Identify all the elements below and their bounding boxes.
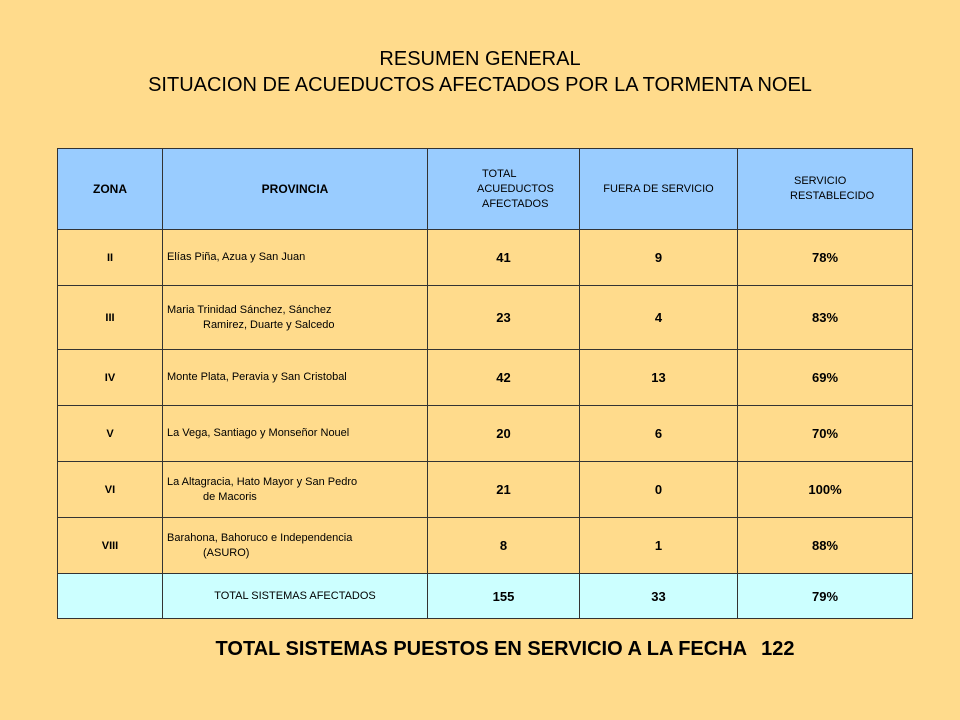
provincia-cell xyxy=(163,230,428,286)
fuera-cell: 4 xyxy=(580,286,738,350)
total-cell: 20 xyxy=(428,406,580,462)
servicio-cell: 88% xyxy=(738,518,913,574)
zona-cell: VI xyxy=(58,462,163,518)
provincia-line1: Elías Piña, Azua y San Juan xyxy=(167,251,306,263)
footer-summary xyxy=(0,638,960,661)
total-row-label: TOTAL SISTEMAS AFECTADOS xyxy=(163,574,428,619)
provincia-cell xyxy=(163,406,428,462)
title-line-1: RESUMEN GENERAL xyxy=(379,48,581,70)
header-servicio-line1: SERVICIO xyxy=(794,175,847,187)
provincia-cell xyxy=(163,518,428,574)
table-row xyxy=(58,230,913,286)
zona-cell: V xyxy=(58,406,163,462)
total-row xyxy=(58,574,913,619)
servicio-cell: 78% xyxy=(738,230,913,286)
zona-cell: IV xyxy=(58,350,163,406)
fuera-cell: 6 xyxy=(580,406,738,462)
header-zona: ZONA xyxy=(58,149,163,230)
header-servicio xyxy=(738,149,913,230)
footer-value: 122 xyxy=(761,638,795,660)
table-row xyxy=(58,350,913,406)
zona-cell: II xyxy=(58,230,163,286)
fuera-cell: 13 xyxy=(580,350,738,406)
header-row xyxy=(58,149,913,230)
provincia-line1: Barahona, Bahoruco e Independencia xyxy=(167,531,353,544)
total-cell: 42 xyxy=(428,350,580,406)
servicio-cell: 70% xyxy=(738,406,913,462)
header-servicio-line2: RESTABLECIDO xyxy=(790,190,875,202)
servicio-cell: 83% xyxy=(738,286,913,350)
total-cell: 8 xyxy=(428,518,580,574)
total-row-total: 155 xyxy=(428,574,580,619)
total-cell: 23 xyxy=(428,286,580,350)
table-row xyxy=(58,286,913,350)
provincia-line1: La Altagracia, Hato Mayor y San Pedro xyxy=(167,475,358,488)
total-row-empty-cell xyxy=(58,574,163,619)
acueductos-table xyxy=(57,148,913,619)
provincia-cell xyxy=(163,350,428,406)
title-line-2: SITUACION DE ACUEDUCTOS AFECTADOS POR LA TORMENTA NOEL xyxy=(148,74,812,96)
fuera-cell: 9 xyxy=(580,230,738,286)
provincia-line1: Maria Trinidad Sánchez, Sánchez xyxy=(167,303,332,316)
footer-label: TOTAL SISTEMAS PUESTOS EN SERVICIO A LA FECHA xyxy=(215,638,748,660)
provincia-line1: Monte Plata, Peravia y San Cristobal xyxy=(167,371,347,383)
header-total-line1: TOTAL xyxy=(482,167,517,180)
header-total xyxy=(428,149,580,230)
total-cell: 21 xyxy=(428,462,580,518)
header-fuera: FUERA DE SERVICIO xyxy=(580,149,738,230)
table-row xyxy=(58,462,913,518)
zona-cell: III xyxy=(58,286,163,350)
servicio-cell: 69% xyxy=(738,350,913,406)
header-total-line2: ACUEDUCTOS xyxy=(477,182,554,195)
fuera-cell: 0 xyxy=(580,462,738,518)
provincia-line2: de Macoris xyxy=(203,490,257,503)
page-title xyxy=(0,46,960,98)
total-row-fuera: 33 xyxy=(580,574,738,619)
header-total-line3: AFECTADOS xyxy=(482,197,549,210)
provincia-line1: La Vega, Santiago y Monseñor Nouel xyxy=(167,427,350,439)
provincia-cell xyxy=(163,286,428,350)
total-row-servicio: 79% xyxy=(738,574,913,619)
zona-cell: VIII xyxy=(58,518,163,574)
table-row xyxy=(58,406,913,462)
provincia-cell xyxy=(163,462,428,518)
total-cell: 41 xyxy=(428,230,580,286)
header-provincia: PROVINCIA xyxy=(163,149,428,230)
servicio-cell: 100% xyxy=(738,462,913,518)
provincia-line2: Ramirez, Duarte y Salcedo xyxy=(203,318,335,331)
provincia-line2: (ASURO) xyxy=(203,546,250,559)
fuera-cell: 1 xyxy=(580,518,738,574)
table-row xyxy=(58,518,913,574)
